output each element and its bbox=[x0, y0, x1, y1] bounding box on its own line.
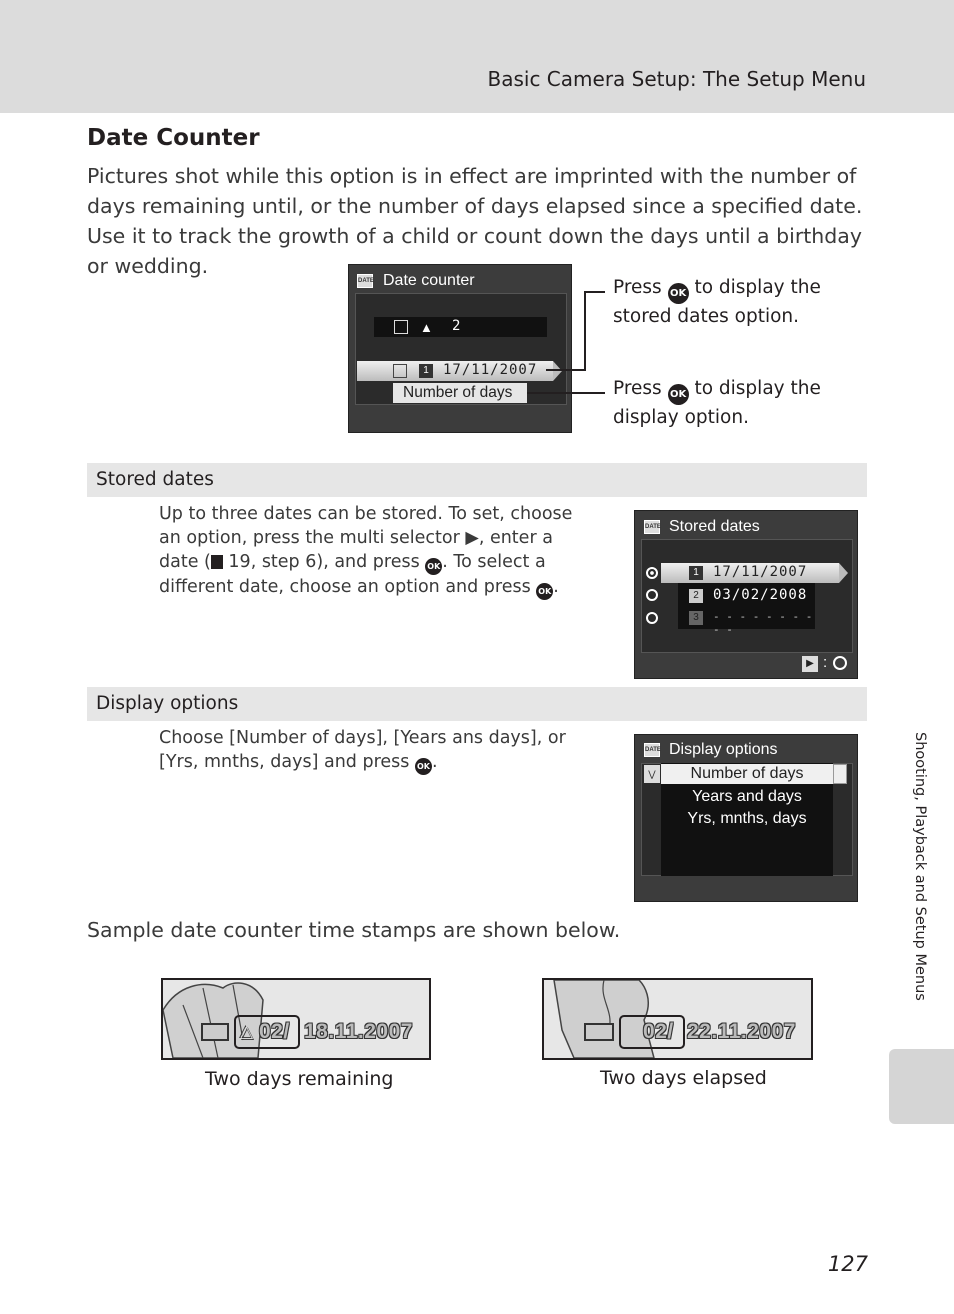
chapter-tab bbox=[889, 1049, 954, 1124]
date-number-badge: 1 bbox=[689, 566, 703, 580]
stamp-date: 18.11.2007 bbox=[304, 1020, 413, 1043]
stamp-date: 22.11.2007 bbox=[687, 1020, 796, 1043]
callout-display-option: Press OK to display the display option. bbox=[613, 378, 821, 428]
ok-button-icon: OK bbox=[536, 583, 553, 600]
ok-button-icon: OK bbox=[425, 558, 442, 575]
clock-icon bbox=[833, 656, 847, 670]
option-years-and-days[interactable]: Years and days bbox=[692, 788, 802, 805]
date-item-1[interactable] bbox=[661, 563, 839, 583]
row-arrow-icon bbox=[839, 563, 848, 583]
date-counter-screen bbox=[348, 264, 572, 433]
right-arrow-icon: ▶ bbox=[802, 656, 818, 672]
stored-dates-text: Up to three dates can be stored. To set, choose an option, press the multi selector ▶, enter a date ( 19, step 6), and press OK . To select a different date, choose an option and press OK . bbox=[159, 502, 589, 600]
callout-stored-dates: Press OK to display the stored dates option. bbox=[613, 277, 821, 327]
caption-elapsed: Two days elapsed bbox=[600, 1067, 767, 1089]
triangle-icon: ▲ bbox=[420, 320, 433, 335]
radio-option[interactable] bbox=[646, 612, 658, 624]
multi-selector-right-icon: ▶ bbox=[465, 528, 479, 548]
radio-option[interactable] bbox=[646, 589, 658, 601]
date-value: - - - - - - - - - - bbox=[713, 610, 813, 636]
option-number-of-days[interactable]: Number of days bbox=[661, 764, 833, 784]
display-option-row[interactable] bbox=[393, 383, 527, 403]
date-value: 03/02/2008 bbox=[713, 587, 808, 603]
date-number-badge: 3 bbox=[689, 611, 703, 625]
intro-paragraph: Pictures shot while this option is in effect are imprinted with the number of days remaining until, or the number of days elapsed since a specified date. Use it to track the growth of a child or count down the days until a birthday or wedding. bbox=[87, 164, 863, 278]
triangle-icon: △ bbox=[240, 1022, 254, 1042]
counter-value: 2 bbox=[452, 318, 461, 334]
ok-button-icon: OK bbox=[415, 758, 432, 775]
option-yrs-mnths-days[interactable]: Yrs, mnths, days bbox=[687, 810, 807, 827]
callout-line bbox=[527, 392, 605, 394]
display-options-screen bbox=[634, 734, 858, 902]
callout-line bbox=[584, 291, 605, 293]
counter-calendar-icon bbox=[201, 1023, 229, 1041]
chapter-title: Basic Camera Setup: The Setup Menu bbox=[487, 67, 866, 91]
ok-button-icon: OK bbox=[668, 283, 689, 304]
stored-date-value: 17/11/2007 bbox=[443, 362, 538, 378]
stored-dates-screen bbox=[634, 510, 858, 679]
display-options-heading: Display options bbox=[87, 687, 867, 721]
stored-date-row[interactable] bbox=[357, 361, 553, 381]
calendar-icon bbox=[393, 364, 407, 378]
scrollbar[interactable] bbox=[833, 764, 847, 784]
screen-title: Stored dates bbox=[669, 518, 760, 535]
screen-title: Date counter bbox=[383, 272, 475, 289]
screen-title: Display options bbox=[669, 741, 778, 758]
date-icon: DATE bbox=[644, 520, 660, 534]
section-title: Date Counter bbox=[87, 125, 260, 151]
date-item-3[interactable] bbox=[678, 608, 815, 636]
ok-button-icon: OK bbox=[668, 384, 689, 405]
date-value: 17/11/2007 bbox=[713, 564, 808, 580]
counter-value: 02/ bbox=[643, 1020, 674, 1043]
counter-calendar-icon bbox=[584, 1023, 614, 1041]
sample-stamp-remaining bbox=[161, 978, 431, 1060]
page-header bbox=[0, 0, 954, 113]
scroll-down-icon[interactable]: ⋁ bbox=[644, 765, 660, 783]
display-option-value: Number of days bbox=[403, 384, 513, 401]
radio-selected[interactable] bbox=[646, 567, 658, 579]
date-icon: DATE bbox=[644, 743, 660, 757]
footer-colon: : bbox=[823, 654, 828, 671]
counter-value: 02/ bbox=[259, 1020, 290, 1043]
caption-remaining: Two days remaining bbox=[205, 1068, 394, 1090]
stored-dates-heading: Stored dates bbox=[87, 463, 867, 497]
date-item-2[interactable] bbox=[678, 586, 815, 606]
calendar-icon bbox=[394, 320, 408, 334]
reference-icon bbox=[211, 555, 223, 569]
side-chapter-label: Shooting, Playback and Setup Menus bbox=[912, 732, 928, 1001]
page-number: 127 bbox=[827, 1252, 868, 1276]
date-number-badge: 1 bbox=[419, 364, 433, 378]
date-number-badge: 2 bbox=[689, 589, 703, 603]
display-options-text: Choose [Number of days], [Years ans days], or [Yrs, mnths, days] and press OK . bbox=[159, 726, 589, 775]
row-arrow-icon bbox=[553, 361, 562, 381]
callout-line bbox=[546, 369, 586, 371]
callout-line bbox=[584, 291, 586, 371]
samples-intro: Sample date counter time stamps are shown below. bbox=[87, 918, 621, 942]
counter-row bbox=[374, 317, 547, 337]
sample-stamp-elapsed bbox=[542, 978, 813, 1060]
date-icon: DATE bbox=[357, 274, 373, 288]
